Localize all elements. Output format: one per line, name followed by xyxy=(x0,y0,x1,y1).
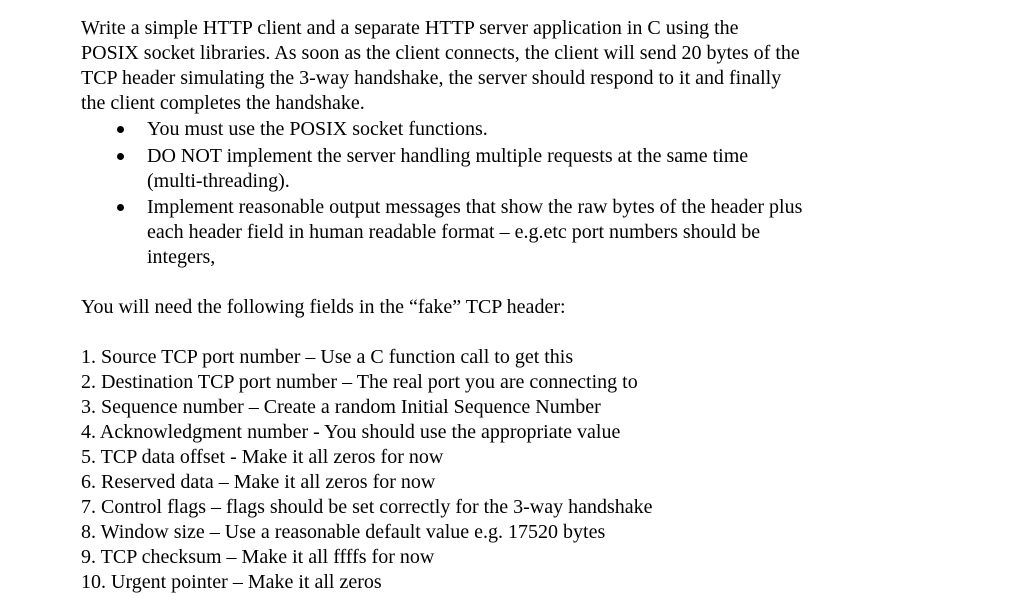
field-item: 2. Destination TCP port number – The real port you are connecting to xyxy=(81,371,638,393)
field-item: 9. TCP checksum – Make it all ffffs for now xyxy=(81,546,435,568)
intro-line: Write a simple HTTP client and a separate HTTP server application in C using the xyxy=(81,17,739,39)
bullet-icon xyxy=(117,126,124,133)
list-item-text: Implement reasonable output messages that show the raw bytes of the header plus xyxy=(147,196,803,218)
bullet-icon xyxy=(117,153,124,160)
list-item-text: (multi-threading). xyxy=(147,170,290,192)
field-item: 7. Control flags – flags should be set correctly for the 3-way handshake xyxy=(81,496,653,518)
field-item: 8. Window size – Use a reasonable default value e.g. 17520 bytes xyxy=(81,521,606,543)
bullet-icon xyxy=(117,204,124,211)
field-item: 6. Reserved data – Make it all zeros for now xyxy=(81,471,436,493)
intro-line: the client completes the handshake. xyxy=(81,92,365,114)
list-item-text: integers, xyxy=(147,246,216,268)
field-item: 3. Sequence number – Create a random Initial Sequence Number xyxy=(81,396,601,418)
list-item-text: You must use the POSIX socket functions. xyxy=(147,118,488,140)
list-item-text: DO NOT implement the server handling multiple requests at the same time xyxy=(147,145,749,167)
field-item: 5. TCP data offset - Make it all zeros for now xyxy=(81,446,444,468)
field-item: 10. Urgent pointer – Make it all zeros xyxy=(81,571,382,593)
field-item: 4. Acknowledgment number - You should use the appropriate value xyxy=(81,421,621,443)
intro-line: TCP header simulating the 3-way handshake, the server should respond to it and finally xyxy=(81,67,782,89)
fields-heading: You will need the following fields in the “fake” TCP header: xyxy=(81,296,566,318)
intro-line: POSIX socket libraries. As soon as the client connects, the client will send 20 bytes of the xyxy=(81,42,800,64)
list-item-text: each header field in human readable format – e.g.etc port numbers should be xyxy=(147,221,761,243)
field-item: 1. Source TCP port number – Use a C function call to get this xyxy=(81,346,574,368)
